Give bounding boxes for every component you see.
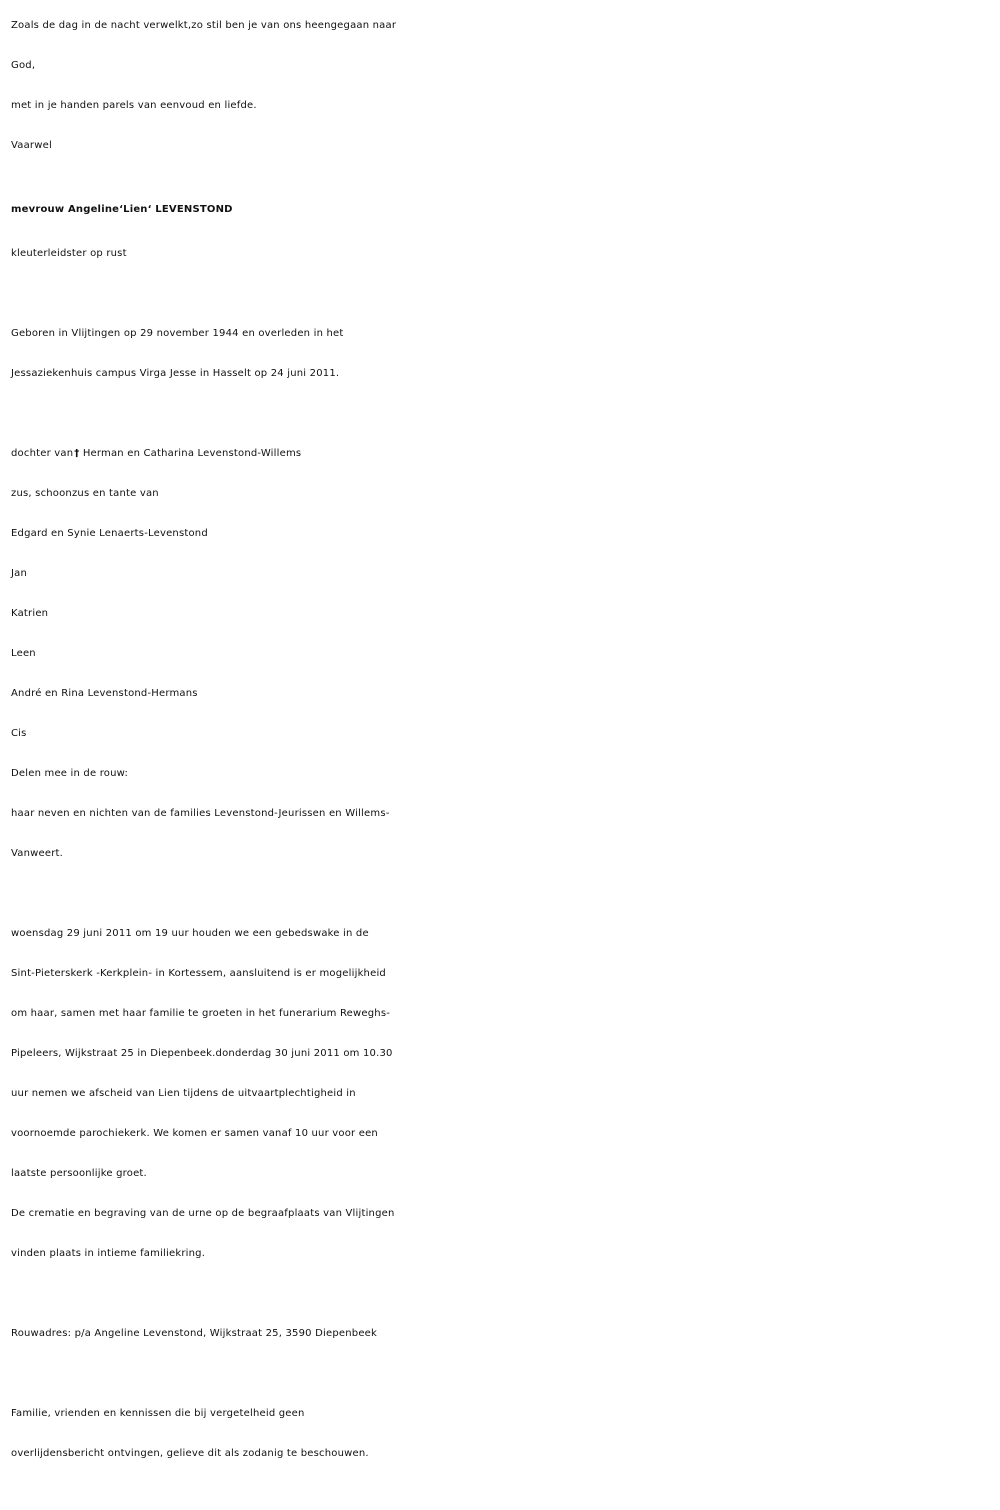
- poem-line: Vaarwel: [11, 140, 52, 151]
- family-member: Leen: [11, 648, 36, 659]
- spacer: [11, 874, 1000, 914]
- deceased-name: mevrouw Angeline‘Lien‘ LEVENSTOND: [11, 204, 233, 215]
- family-member: Cis: [11, 728, 27, 739]
- family-member: André en Rina Levenstond-Hermans: [11, 688, 198, 699]
- family-member: Jan: [11, 568, 28, 579]
- poem: [11, 6, 1000, 166]
- ceremony-line: laatste persoonlijke groet.: [11, 1168, 147, 1179]
- mourning-intro: Delen mee in de rouw:: [11, 768, 129, 779]
- parents-line: [11, 434, 1000, 474]
- spacer: [11, 394, 1000, 434]
- poem-line: God,: [11, 60, 36, 71]
- mourning-line: haar neven en nichten van de families Levenstond-Jeurissen en Willems-: [11, 808, 390, 819]
- spacer: [11, 1274, 1000, 1314]
- ceremony-line: woensdag 29 juni 2011 om 19 uur houden we een gebedswake in de: [11, 928, 369, 939]
- family-member: Katrien: [11, 608, 49, 619]
- ceremony-line: Pipeleers, Wijkstraat 25 in Diepenbeek.donderdag 30 juni 2011 om 10.30: [11, 1048, 393, 1059]
- siblings-intro: zus, schoonzus en tante van: [11, 488, 159, 499]
- closing-line: Familie, vrienden en kennissen die bij vergetelheid geen: [11, 1408, 305, 1419]
- birth-death-line: Jessaziekenhuis campus Virga Jesse in Hasselt op 24 juni 2011.: [11, 368, 340, 379]
- ceremony-line: De crematie en begraving van de urne op de begraafplaats van Vlijtingen: [11, 1208, 395, 1219]
- ceremony-line: Sint-Pieterskerk -Kerkplein- in Kortessem, aansluitend is er mogelijkheid: [11, 968, 386, 979]
- poem-line: Zoals de dag in de nacht verwelkt,zo stil ben je van ons heengegaan naar: [11, 20, 397, 31]
- ceremony-line: voornoemde parochiekerk. We komen er samen vanaf 10 uur voor een: [11, 1128, 378, 1139]
- ceremony-line: om haar, samen met haar familie te groeten in het funerarium Reweghs-: [11, 1008, 391, 1019]
- closing-line: overlijdensbericht ontvingen, gelieve dit als zodanig te beschouwen.: [11, 1448, 369, 1459]
- ceremony-line: vinden plaats in intieme familiekring.: [11, 1248, 206, 1259]
- family-member: Edgard en Synie Lenaerts-Levenstond: [11, 528, 208, 539]
- occupation: kleuterleidster op rust: [11, 248, 127, 259]
- ceremony-line: uur nemen we afscheid van Lien tijdens de uitvaartplechtigheid in: [11, 1088, 356, 1099]
- mourning-line: Vanweert.: [11, 848, 64, 859]
- cross-icon: †: [74, 448, 80, 459]
- birth-death-line: Geboren in Vlijtingen op 29 november 1944 en overleden in het: [11, 328, 344, 339]
- spacer: [11, 274, 1000, 314]
- parents-names: Herman en Catharina Levenstond-Willems: [79, 448, 302, 459]
- spacer: [11, 1354, 1000, 1394]
- ceremony-text: [11, 914, 1000, 1274]
- mourning-address: Rouwadres: p/a Angeline Levenstond, Wijkstraat 25, 3590 Diepenbeek: [11, 1328, 378, 1339]
- poem-line: met in je handen parels van eenvoud en liefde.: [11, 100, 257, 111]
- daughter-of-label: dochter van: [11, 448, 74, 459]
